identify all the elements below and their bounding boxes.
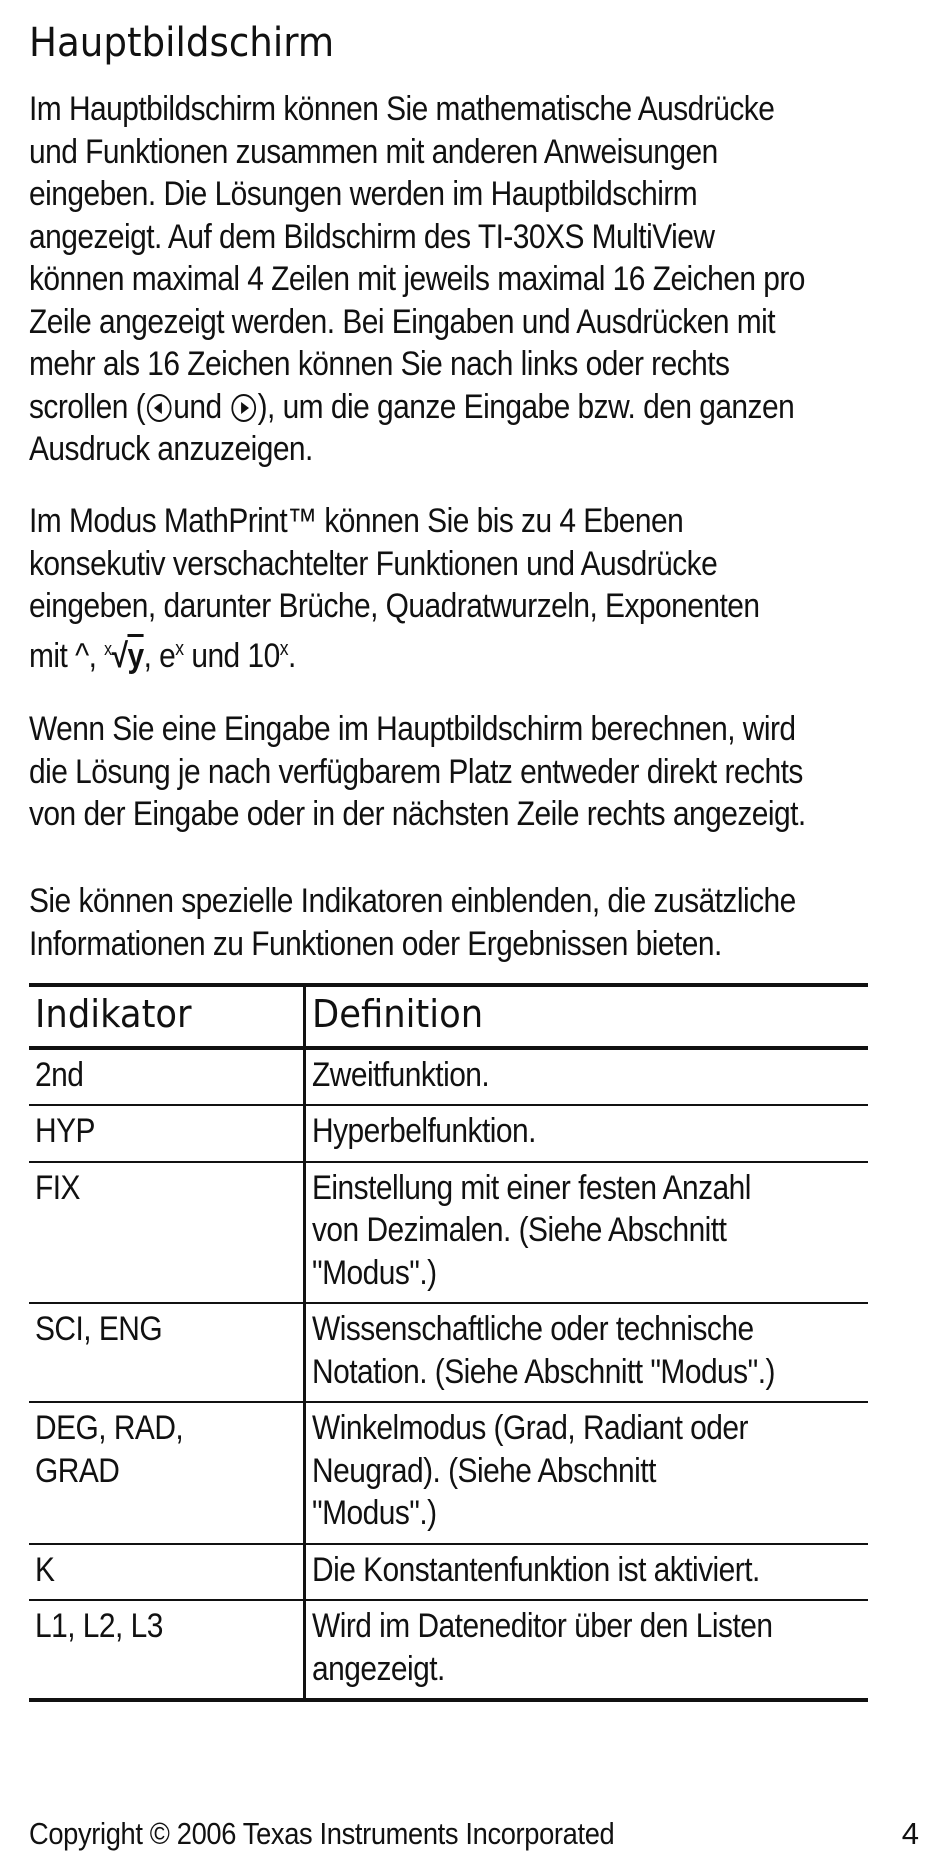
table-header-row (29, 985, 868, 1048)
indicator-cell (29, 1600, 305, 1700)
text-fragment: mit ^, (29, 636, 105, 675)
definition-cell (305, 1048, 869, 1106)
exponent: x (279, 637, 288, 660)
table-row (29, 1544, 868, 1601)
table-body (29, 1048, 868, 1701)
indicator-cell (29, 1544, 305, 1601)
definition-cell (305, 1105, 869, 1162)
indicator-cell (29, 1303, 305, 1402)
text-line: eingeben, darunter Brüche, Quadratwurzeln, Exponenten (29, 587, 760, 625)
indicator-table (29, 983, 868, 1702)
cell-line: Einstellung mit einer festen Anzahl (312, 1168, 751, 1207)
text-line: können maximal 4 Zeilen mit jeweils maximal 16 Zeichen pro (29, 260, 805, 298)
text-line: Wenn Sie eine Eingabe im Hauptbildschirm berechnen, wird (29, 710, 796, 748)
table-row (29, 1162, 868, 1304)
definition-cell (305, 1162, 869, 1304)
cell-line: K (35, 1550, 55, 1589)
cell-line: Zweitfunktion. (312, 1055, 490, 1094)
text-line: Ausdruck anzuzeigen. (29, 430, 313, 468)
cell-line: "Modus".) (312, 1253, 437, 1292)
left-arrow-key-icon (147, 394, 172, 422)
text-fragment: , e (143, 636, 176, 675)
indicator-paragraph (29, 880, 944, 965)
definition-cell (305, 1544, 869, 1601)
text-line: von der Eingabe oder in der nächsten Zeile rechts angezeigt. (29, 795, 806, 833)
exponent: x (175, 637, 184, 660)
text-line: Informationen zu Funktionen oder Ergebnissen bieten. (29, 924, 722, 963)
text-fragment: und 10 (183, 636, 280, 675)
cell-line: DEG, RAD, (35, 1409, 184, 1447)
indicator-cell (29, 1402, 305, 1544)
table-row (29, 1105, 868, 1162)
cell-line: Winkelmodus (Grad, Radiant oder (312, 1409, 748, 1447)
indicator-cell (29, 1162, 305, 1304)
text-line: Im Modus MathPrint™ können Sie bis zu 4 Ebenen (29, 502, 684, 540)
page-number: 4 (901, 1816, 919, 1851)
text-line: mehr als 16 Zeichen können Sie nach links oder rechts (29, 345, 730, 383)
cell-line: HYP (35, 1112, 95, 1150)
text-line: die Lösung je nach verfügbarem Platz entweder direkt rechts (29, 752, 803, 791)
cell-line: L1, L2, L3 (35, 1607, 163, 1645)
column-header-definition (305, 985, 869, 1048)
column-header-indicator (29, 985, 305, 1048)
text-fragment: ), um die ganze Eingabe bzw. den ganzen (257, 387, 795, 426)
indicator-cell (29, 1105, 305, 1162)
cell-line: Hyperbelfunktion. (312, 1112, 536, 1150)
result-paragraph (29, 708, 944, 836)
text-fragment: und (173, 387, 222, 426)
text-fragment: . (287, 636, 296, 675)
cell-line: Notation. (Siehe Abschnitt "Modus".) (312, 1352, 775, 1391)
text-line: Im Hauptbildschirm können Sie mathematische Ausdrücke (29, 90, 775, 128)
table-row (29, 1600, 868, 1700)
right-arrow-key-icon (231, 394, 256, 422)
scroll-line (29, 386, 944, 429)
xth-root-symbol: $^x$√y (104, 636, 144, 675)
cell-line: FIX (35, 1168, 80, 1207)
text-line: Zeile angezeigt werden. Bei Eingaben und Ausdrücken mit (29, 302, 776, 341)
section-title: Hauptbildschirm (29, 20, 335, 66)
cell-line: Neugrad). (Siehe Abschnitt (312, 1451, 656, 1490)
function-list-line (29, 628, 944, 678)
text-line: konsekutiv verschachtelter Funktionen und Ausdrücke (29, 544, 718, 583)
definition-cell (305, 1402, 869, 1544)
cell-line: GRAD (35, 1451, 120, 1490)
table-row (29, 1402, 868, 1544)
text-line: eingeben. Die Lösungen werden im Hauptbildschirm (29, 175, 698, 213)
cell-line: "Modus".) (312, 1494, 437, 1532)
cell-line: SCI, ENG (35, 1310, 163, 1348)
mathprint-paragraph (29, 500, 944, 677)
cell-line: Die Konstantenfunktion ist aktiviert. (312, 1550, 760, 1589)
table-row (29, 1048, 868, 1106)
header-text: Indikator (35, 992, 192, 1036)
table-row (29, 1303, 868, 1402)
text-line: und Funktionen zusammen mit anderen Anweisungen (29, 132, 718, 171)
header-text: Definition (312, 992, 484, 1036)
definition-cell (305, 1303, 869, 1402)
copyright-notice: Copyright © 2006 Texas Instruments Incorporated (29, 1816, 615, 1851)
root-radicand: y (127, 636, 144, 675)
cell-line: 2nd (35, 1055, 84, 1094)
cell-line: angezeigt. (312, 1649, 445, 1688)
root-index: x (104, 638, 112, 659)
cell-line: Wird im Dateneditor über den Listen (312, 1607, 773, 1645)
definition-cell (305, 1600, 869, 1700)
indicator-cell (29, 1048, 305, 1106)
cell-line: Wissenschaftliche oder technische (312, 1310, 754, 1348)
intro-paragraph (29, 88, 944, 471)
text-line: angezeigt. Auf dem Bildschirm des TI-30XS MultiView (29, 217, 715, 256)
cell-line: von Dezimalen. (Siehe Abschnitt (312, 1211, 727, 1249)
text-line: Sie können spezielle Indikatoren einblenden, die zusätzliche (29, 882, 796, 920)
text-fragment: scrollen ( (29, 387, 146, 426)
